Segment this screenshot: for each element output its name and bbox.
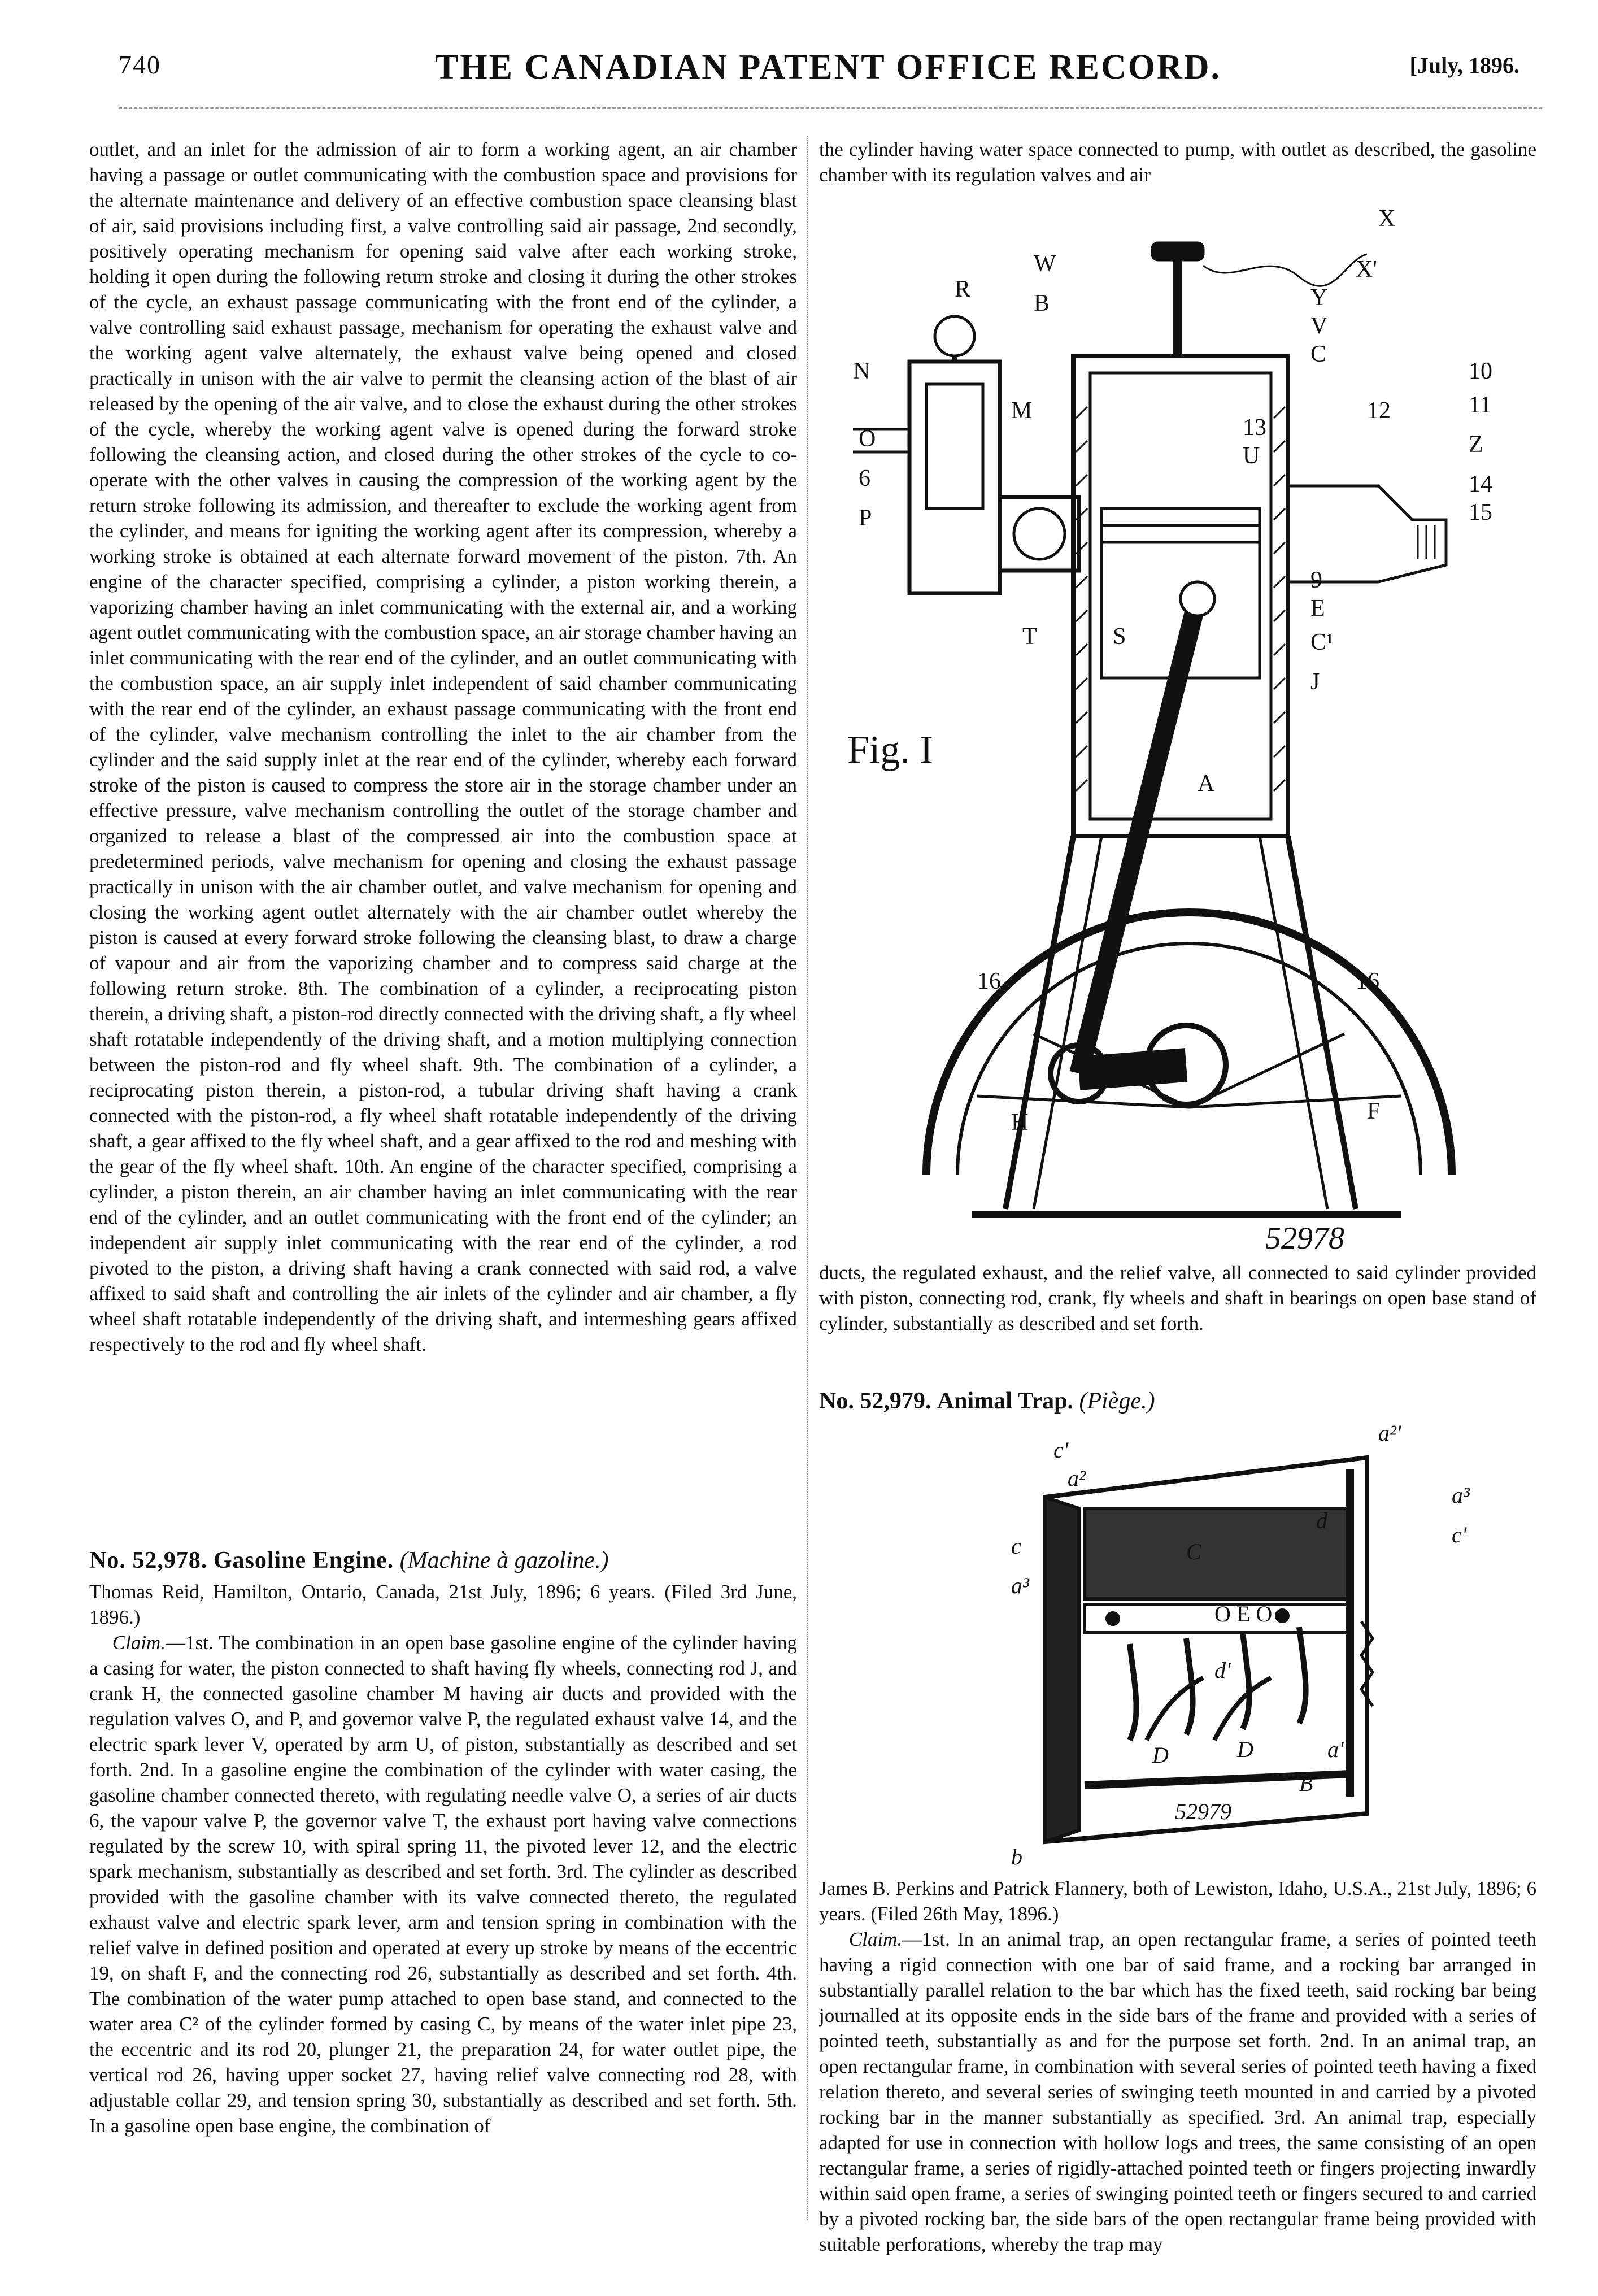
label-9: 9	[1310, 567, 1322, 593]
page-header	[119, 50, 1519, 89]
label-V: V	[1310, 313, 1328, 339]
trap-label-a-prime: a'	[1327, 1737, 1344, 1762]
trap-drawing	[1000, 1424, 1519, 1870]
patent-52979-number: No. 52,979.	[819, 1388, 931, 1414]
label-B: B	[1034, 290, 1050, 316]
claims-continuation: outlet, and an inlet for the admission of air to form a working agent, an air chamber having a passage or outlet communicating with the combustion space and provisions for the alternate maintenance and delivery of an effective combustion space cleansing blast of air, said provisions including first, a valve controlling said air passage, 2nd secondly, positively operating mechanism for opening said valve after each working stroke, holding it open during the following return stroke and closing it during the other strokes of the cycle, an exhaust passage communicating with the front end of the cylinder, a valve controlling said exhaust passage, mechanism for operating the exhaust valve and the working agent valve alternately, the exhaust valve being opened and closed practically in unison with the air valve to permit the cleansing action of the blast of air released by the opening of the air valve, and to close the exhaust during the other strokes of the cycle, whereby the working agent valve is opened during the forward stroke following the cleansing action, and closed during the other strokes of the cycle to co-operate with the other valves in causing the compression of the working agent by the return stroke following its admission, and thereafter to exclude the working agent from the cylinder, and means for igniting the working agent after its compression, whereby a working stroke is obtained at each alternate forward movement of the piston. 7th. An engine of the character specified, comprising a cylinder, a piston working therein, a vaporizing chamber having an inlet communicating with the external air, and a working agent outlet communicating with the combustion space, an air storage chamber having an inlet communicating with the rear end of the cylinder, and an outlet communicating with the combustion space, an air supply inlet independent of said chamber communicating with the rear end of the cylinder, an exhaust passage communicating with the front end of the cylinder, valve mechanism controlling the inlet to the air chamber from the cylinder and the said supply inlet at the rear end of the cylinder, whereby each forward stroke of the piston is caused to compress the store air in the storage chamber under an effective pressure, valve mechanism controlling the outlet of the storage chamber and organized to release a blast of the compressed air into the combustion space at predetermined periods, valve mechanism for opening and closing the exhaust passage practically in unison with the air chamber outlet, and valve mechanism for opening and closing the working agent outlet alternately with the air chamber outlet whereby the piston is caused at every forward stroke following the cleansing blast, to draw a charge of vapour and air from the vaporizing chamber and to compress said charge at the following return stroke. 8th. The combination of a cylinder, a reciprocating piston therein, a driving shaft, a piston-rod directly connected with the driving shaft, a fly wheel shaft rotatable independently of the driving shaft, and a motion multiplying connection between the piston-rod and fly wheel shaft. 9th. The combination of a cylinder, a reciprocating piston therein, a piston-rod, a tubular driving shaft having a crank connected with the piston-rod, a fly wheel shaft rotatable independently of the driving shaft, a gear affixed to the fly wheel shaft, and a gear affixed to the rod and meshing with the gear of the fly wheel shaft. 10th. An engine of the character specified, comprising a cylinder, a piston therein, an air chamber having an inlet communicating with the rear end of the cylinder, and an outlet communicating with the front end of the cylinder; an independent air supply inlet communicating with the rear end of the cylinder, a rod pivoted to the piston, a driving shaft having a crank connected with said rod, a valve affixed to said shaft and controlling the air inlets of the cylinder and air chamber, a fly wheel shaft rotatable independently of the driving shaft, and intermeshing gears affixed respectively to the rod and fly wheel shaft.	[89, 138, 797, 1355]
label-W: W	[1034, 251, 1056, 277]
trap-label-a2: a²	[1068, 1466, 1086, 1491]
label-C1: C¹	[1310, 629, 1334, 655]
trap-number: 52979	[1175, 1799, 1231, 1824]
trap-label-c-prime: c'	[1053, 1437, 1069, 1463]
label-13: 13	[1243, 415, 1266, 441]
label-E: E	[1310, 595, 1325, 621]
patent-52978-title: Gasoline Engine.	[213, 1547, 394, 1573]
label-O: O	[859, 426, 876, 452]
label-P: P	[859, 505, 872, 531]
label-14: 14	[1469, 471, 1492, 497]
label-Z: Z	[1469, 432, 1483, 458]
claim-text-52979: —1st. In an animal trap, an open rectangular frame, a series of pointed teeth having a rigid connection with one bar of said frame, and a rocking bar arranged in substantially parallel relation to the bar which has the fixed teeth, said rocking bar being journalled at its opposite ends in the side bars of the frame and provided with a series of pointed teeth, substantially as and for the purpose set forth. 2nd. In an animal trap, an open rectangular frame, in combination with several series of pointed teeth having a fixed relation thereto, and several series of swinging teeth mounted in and carried by a pivoted rocking bar in the manner substantially as specified. 3rd. An animal trap, especially adapted for use in connection with hollow logs and trees, the same consisting of an open rectangular frame, a series of rigidly-attached pointed teeth or fingers projecting inwardly within said open frame, a series of swinging pointed teeth or fingers secured to and carried by a pivoted rocking bar, the side bars of the open rectangular frame being provided with suitable perforations, whereby the trap may	[819, 1928, 1536, 2255]
issue-date: [July, 1896.	[1409, 53, 1519, 78]
label-T: T	[1022, 624, 1037, 650]
trap-label-c-prime-right: c'	[1452, 1522, 1467, 1547]
patent-52979-claim	[819, 1927, 1536, 2257]
claim-label-52979: Claim.	[848, 1928, 903, 1950]
trap-label-a3-right: a³	[1452, 1482, 1470, 1508]
label-16-left: 16	[977, 968, 1001, 994]
column-divider	[807, 136, 808, 2220]
label-Y: Y	[1310, 285, 1328, 311]
label-J: J	[1310, 669, 1320, 695]
label-16-right: 16	[1356, 968, 1379, 994]
label-X: X	[1378, 206, 1396, 232]
continued-text-top: the cylinder having water space connected to pump, with outlet as described, the gasoline chamber with its regulation valves and air	[819, 138, 1536, 186]
trap-label-c: c	[1011, 1533, 1021, 1559]
patent-52978-number: No. 52,978.	[89, 1547, 208, 1573]
patent-52978-continued-top	[819, 137, 1536, 189]
patent-52979-entry	[819, 1876, 1536, 2277]
label-10: 10	[1469, 358, 1492, 384]
label-R: R	[955, 276, 971, 302]
trap-label-b: b	[1011, 1844, 1022, 1869]
label-A: A	[1198, 771, 1215, 797]
patent-52979-french-title: (Piège.)	[1079, 1388, 1155, 1414]
page-title: THE CANADIAN PATENT OFFICE RECORD.	[435, 48, 1222, 86]
trap-label-a2-prime: a²'	[1378, 1424, 1401, 1446]
claim-text: —1st. The combination in an open base gasoline engine of the cylinder having a casing for water, the piston connected to shaft having fly wheels, connecting rod J, and crank H, the connected gasoline chamber M having air ducts and provided with the regulation valves O, and P, and governor valve P, the regulated exhaust valve 14, and the electric spark lever V, operated by arm U, of piston, substantially as described and set forth. 2nd. In a gasoline engine the combination of the cylinder with water casing, the gasoline chamber connected thereto, with regulating needle valve O, a series of air ducts 6, the vapour valve P, the governor valve T, the exhaust port having valve connections regulated by the screw 10, with spiral spring 11, the pivoted lever 12, and the electric spark mechanism, substantially as described and set forth. 3rd. The cylinder as described provided with the gasoline chamber with its valve connected thereto, the regulated exhaust valve and electric spark lever, arm and tension spring in combination with the relief valve in defined position and operated at every up stroke by means of the eccentric 19, on shaft F, and the connecting rod 26, substantially as described and set forth. 4th. The combination of the water pump attached to open base stand, and connected to the water area C² of the cylinder formed by casing C, by means of the water inlet pipe 23, the eccentric and its rod 20, plunger 21, the preparation 24, for water outlet pipe, the vertical rod 26, having upper socket 27, having relief valve connecting rod 28, with adjustable collar 29, and tension spring 30, substantially as described and set forth. 5th. In a gasoline open base engine, the combination of	[89, 1632, 797, 2137]
patent-52978-french-title: (Machine à gazoline.)	[399, 1547, 609, 1573]
figure-number: 52978	[1265, 1221, 1344, 1254]
header-rule	[119, 107, 1542, 109]
label-H: H	[1011, 1110, 1029, 1136]
page-number: 740	[119, 50, 161, 79]
patent-52979-heading	[819, 1388, 1536, 1415]
animal-trap-figure	[1000, 1424, 1519, 1870]
patent-52978-claim	[89, 1630, 797, 2138]
label-C: C	[1310, 341, 1327, 367]
patent-52979-title: Animal Trap.	[937, 1388, 1073, 1414]
trap-label-B: B	[1299, 1771, 1313, 1796]
trap-label-a3-left: a³	[1011, 1573, 1029, 1598]
trap-label-d: d	[1316, 1508, 1327, 1533]
label-11: 11	[1469, 392, 1492, 418]
patent-52979-inventor: James B. Perkins and Patrick Flannery, both of Lewiston, Idaho, U.S.A., 21st July, 1896; 6 years. (Filed 26th May, 1896.)	[819, 1877, 1536, 1925]
label-N: N	[853, 358, 870, 384]
trap-label-D1: D	[1152, 1742, 1169, 1768]
left-column-continued-claims	[89, 137, 797, 1532]
gasoline-engine-figure	[836, 192, 1531, 1254]
patent-52978-entry	[89, 1545, 797, 2274]
continued-text-bottom: ducts, the regulated exhaust, and the relief valve, all connected to said cylinder provided with piston, connecting rod, crank, fly wheels and shaft in bearings on open base stand of cylinder, substantially as described and set forth.	[819, 1262, 1536, 1334]
label-6: 6	[859, 466, 870, 492]
label-12: 12	[1367, 398, 1391, 424]
patent-52978-heading	[89, 1545, 797, 1576]
claim-label: Claim.	[112, 1632, 166, 1654]
label-15: 15	[1469, 499, 1492, 525]
trap-label-d-prime: d'	[1214, 1658, 1231, 1683]
label-M: M	[1011, 398, 1033, 424]
trap-label-C: C	[1186, 1539, 1201, 1564]
figure-label: Fig. I	[847, 728, 933, 772]
label-U: U	[1243, 443, 1260, 469]
label-S: S	[1113, 624, 1126, 650]
trap-label-OEO: O E O	[1214, 1601, 1273, 1627]
label-F: F	[1367, 1098, 1381, 1124]
patent-52978-inventor: Thomas Reid, Hamilton, Ontario, Canada, 21st July, 1896; 6 years. (Filed 3rd June, 1896.)	[89, 1581, 797, 1628]
label-X-prime: X'	[1356, 256, 1377, 282]
patent-52978-continued-bottom	[819, 1260, 1536, 1373]
engine-drawing	[836, 192, 1531, 1254]
trap-label-D2: D	[1237, 1737, 1253, 1762]
